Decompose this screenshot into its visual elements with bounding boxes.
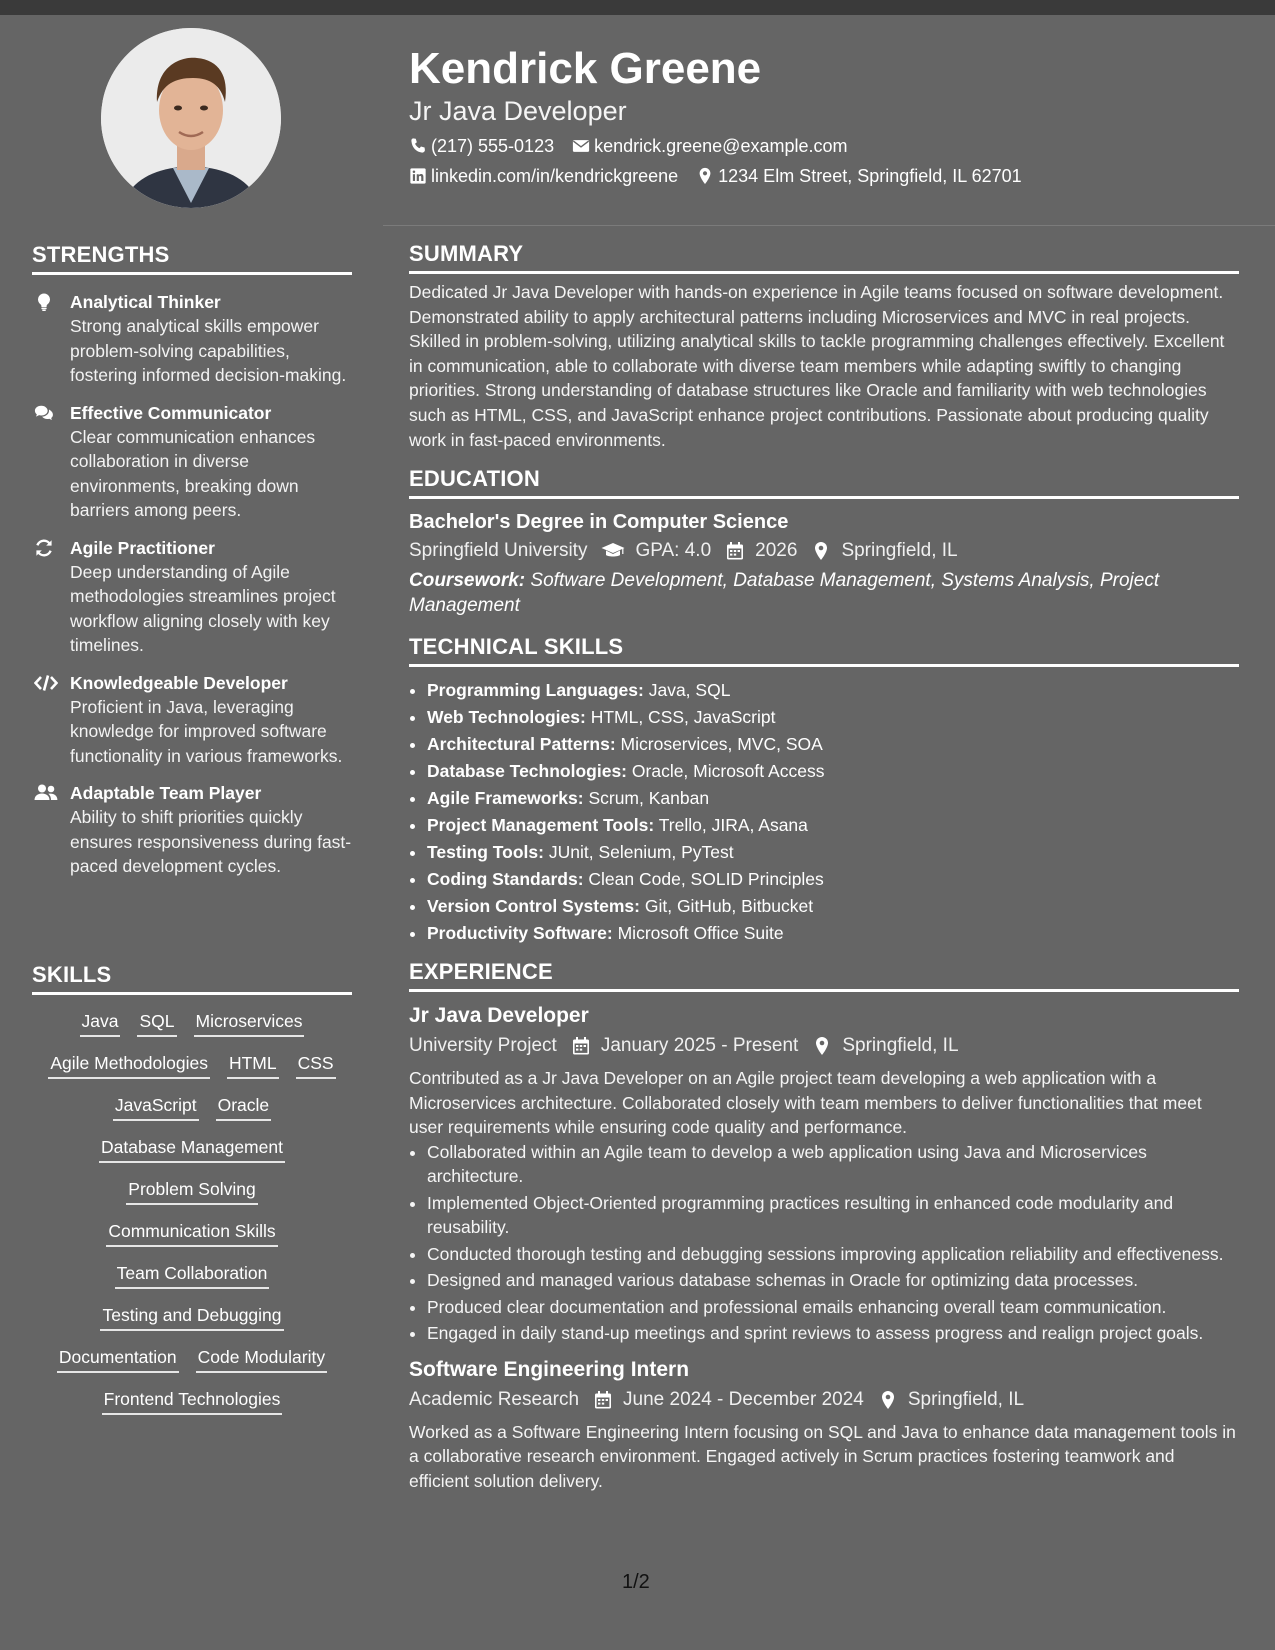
skill-value: Git, GitHub, Bitbucket bbox=[644, 896, 814, 917]
skill-value: Microservices, MVC, SOA bbox=[620, 734, 823, 755]
summary-heading: SUMMARY bbox=[409, 241, 1239, 274]
skill-value: Java, SQL bbox=[648, 680, 731, 701]
skills-list bbox=[32, 995, 352, 1415]
skill-label: Productivity Software: bbox=[427, 923, 613, 944]
degree-title: Bachelor's Degree in Computer Science bbox=[409, 511, 789, 534]
strength-description: Proficient in Java, leveraging knowledge for improved software functionality in various frameworks. bbox=[70, 696, 343, 766]
sync-icon bbox=[34, 538, 54, 558]
map-pin-icon bbox=[812, 1036, 832, 1056]
job-meta bbox=[409, 1032, 1239, 1060]
coursework bbox=[409, 568, 1239, 618]
profile-photo bbox=[101, 28, 281, 208]
skill-value: Scrum, Kanban bbox=[588, 788, 710, 809]
graduation-year bbox=[725, 537, 797, 565]
list-item: • Produced clear documentation and professional emails enhancing overall team communication. bbox=[427, 1295, 1239, 1320]
phone-text: (217) 555-0123 bbox=[431, 136, 555, 156]
skill-tag: CSS bbox=[296, 1051, 336, 1079]
skill-tag: Testing and Debugging bbox=[100, 1303, 283, 1331]
skill-value: HTML, CSS, JavaScript bbox=[590, 707, 776, 728]
list-item bbox=[427, 677, 1239, 704]
envelope-icon bbox=[572, 137, 590, 155]
skill-tag: Microservices bbox=[194, 1009, 305, 1037]
job-title: Software Engineering Intern bbox=[409, 1357, 690, 1381]
education-section bbox=[409, 466, 1239, 618]
strength-item bbox=[32, 671, 352, 769]
skill-value: Oracle, Microsoft Access bbox=[631, 761, 825, 782]
technical-skills-heading: TECHNICAL SKILLS bbox=[409, 634, 1239, 667]
skill-label: Web Technologies: bbox=[427, 707, 586, 728]
strengths-section bbox=[32, 242, 352, 879]
chat-icon bbox=[34, 403, 54, 423]
list-item bbox=[427, 785, 1239, 812]
strengths-heading: STRENGTHS bbox=[32, 242, 352, 275]
top-bar bbox=[0, 0, 1275, 15]
strength-title: Analytical Thinker bbox=[70, 292, 221, 312]
phone-icon bbox=[409, 137, 427, 155]
education-location bbox=[811, 537, 957, 565]
resume-header bbox=[409, 42, 1239, 188]
linkedin-link[interactable]: linkedin.com/in/kendrickgreene bbox=[431, 166, 679, 186]
list-item bbox=[427, 920, 1239, 947]
skill-label: Project Management Tools: bbox=[427, 815, 655, 836]
strength-description: Clear communication enhances collaboration in diverse environments, breaking down barriers among peers. bbox=[70, 426, 316, 520]
location-text: Springfield, IL bbox=[841, 540, 958, 562]
email-link[interactable]: kendrick.greene@example.com bbox=[594, 136, 848, 156]
job-org: Academic Research bbox=[409, 1388, 580, 1410]
contact-row bbox=[409, 164, 1239, 188]
list-item bbox=[427, 839, 1239, 866]
technical-skills-section bbox=[409, 634, 1239, 947]
list-item bbox=[427, 893, 1239, 920]
job-location bbox=[812, 1032, 958, 1060]
address-text: 1234 Elm Street, Springfield, IL 62701 bbox=[718, 166, 1022, 186]
candidate-name: Kendrick Greene bbox=[409, 44, 762, 93]
skill-tag: SQL bbox=[137, 1009, 176, 1037]
job-entry bbox=[409, 1002, 1239, 1346]
skill-value: JUnit, Selenium, PyTest bbox=[548, 842, 734, 863]
skill-tag: Communication Skills bbox=[106, 1219, 277, 1247]
map-pin-icon bbox=[811, 541, 831, 561]
skill-tag: Team Collaboration bbox=[115, 1261, 270, 1289]
job-meta bbox=[409, 1386, 1239, 1414]
skill-label: Coding Standards: bbox=[427, 869, 584, 890]
main-column bbox=[409, 241, 1239, 1507]
list-item bbox=[427, 866, 1239, 893]
map-pin-icon bbox=[878, 1390, 898, 1410]
calendar-icon bbox=[725, 541, 745, 561]
users-icon bbox=[34, 783, 58, 803]
graduation-cap-icon bbox=[601, 541, 625, 561]
gpa bbox=[601, 537, 711, 565]
list-item bbox=[427, 731, 1239, 758]
experience-heading: EXPERIENCE bbox=[409, 959, 1239, 992]
skill-value: Trello, JIRA, Asana bbox=[658, 815, 808, 836]
dates-text: January 2025 - Present bbox=[600, 1035, 799, 1057]
calendar-icon bbox=[571, 1036, 591, 1056]
list-item: • Designed and managed various database schemas in Oracle for optimizing data processes. bbox=[427, 1268, 1239, 1293]
address-contact bbox=[696, 164, 1022, 188]
job-org: University Project bbox=[409, 1035, 557, 1057]
list-item: • Collaborated within an Agile team to develop a web application using Java and Microservices architecture. bbox=[427, 1140, 1239, 1189]
job-dates bbox=[593, 1386, 864, 1414]
skill-tag: Problem Solving bbox=[126, 1177, 257, 1205]
education-meta bbox=[409, 537, 1239, 565]
summary-text: Dedicated Jr Java Developer with hands-on experience in Agile teams focused on software development. Demonstrated ability to apply architectural patterns including Microservices and MVC in real projects. Skilled in problem-solving, utilizing analytical skills to tackle programming challenges effectively. Excellent in communication, able to collaborate with diverse team members while adapting swiftly to changing priorities. Strong understanding of database structures like Oracle and familiarity with web technologies such as HTML, CSS, and JavaScript enhance project contributions. Passionate about producing quality work in fast-paced environments. bbox=[409, 282, 1225, 450]
education-heading: EDUCATION bbox=[409, 466, 1239, 499]
list-item bbox=[427, 812, 1239, 839]
code-icon bbox=[34, 673, 58, 693]
job-location bbox=[878, 1386, 1024, 1414]
summary-section bbox=[409, 241, 1239, 452]
strength-item bbox=[32, 536, 352, 658]
year-text: 2026 bbox=[755, 540, 798, 562]
list-item: • Conducted thorough testing and debugging sessions improving application reliability and effectiveness. bbox=[427, 1242, 1239, 1267]
skill-label: Agile Frameworks: bbox=[427, 788, 584, 809]
technical-skills-list bbox=[409, 677, 1239, 947]
dates-text: June 2024 - December 2024 bbox=[623, 1388, 864, 1410]
list-item: • Engaged in daily stand-up meetings and sprint reviews to assess progress and realign project goals. bbox=[427, 1321, 1239, 1346]
skill-tag: Documentation bbox=[57, 1345, 179, 1373]
gpa-text: GPA: 4.0 bbox=[635, 540, 712, 562]
list-item: • Implemented Object-Oriented programming practices resulting in enhanced code modularity and reusability. bbox=[427, 1191, 1239, 1240]
skill-tag: Database Management bbox=[99, 1135, 285, 1163]
lightbulb-icon bbox=[34, 292, 54, 312]
skill-value: Clean Code, SOLID Principles bbox=[588, 869, 824, 890]
strength-title: Agile Practitioner bbox=[70, 537, 215, 558]
page-number: 1/2 bbox=[622, 1571, 650, 1593]
job-description: Worked as a Software Engineering Intern focusing on SQL and Java to enhance data management tools in a collaborative research environment. Engaged actively in Scrum practices fostering teamwork and efficient solution delivery. bbox=[409, 1421, 1236, 1491]
skill-label: Testing Tools: bbox=[427, 842, 544, 863]
strength-item bbox=[32, 290, 352, 388]
linkedin-icon bbox=[409, 167, 427, 185]
list-item bbox=[427, 704, 1239, 731]
skill-tag: Frontend Technologies bbox=[102, 1387, 283, 1415]
location-text: Springfield, IL bbox=[907, 1388, 1025, 1410]
skills-heading: SKILLS bbox=[32, 962, 352, 995]
job-title: Jr Java Developer bbox=[409, 1004, 589, 1028]
skill-label: Architectural Patterns: bbox=[427, 734, 616, 755]
candidate-title: Jr Java Developer bbox=[409, 96, 627, 126]
strength-description: Ability to shift priorities quickly ensures responsiveness during fast-paced development cycles. bbox=[70, 807, 352, 876]
phone-contact bbox=[409, 134, 554, 158]
skills-section bbox=[32, 962, 352, 1415]
email-contact[interactable] bbox=[572, 134, 847, 158]
skill-value: Microsoft Office Suite bbox=[617, 923, 784, 944]
job-bullets bbox=[409, 1140, 1239, 1346]
skill-label: Database Technologies: bbox=[427, 761, 628, 782]
skill-tag: Code Modularity bbox=[196, 1345, 327, 1373]
skill-tag: JavaScript bbox=[113, 1093, 199, 1121]
calendar-icon bbox=[593, 1390, 613, 1410]
job-description: Contributed as a Jr Java Developer on an Agile project team developing a web application with a Microservices architecture. Collaborated closely with team members to deliver functionalities that meet user requirements while ensuring code quality and performance. bbox=[409, 1068, 1202, 1138]
strength-item bbox=[32, 401, 352, 523]
strength-item bbox=[32, 781, 352, 879]
strength-description: Strong analytical skills empower problem-solving capabilities, fostering informed decision-making. bbox=[70, 316, 347, 385]
skill-tag: Agile Methodologies bbox=[48, 1051, 210, 1079]
skill-tag: HTML bbox=[227, 1051, 279, 1079]
map-pin-icon bbox=[696, 167, 714, 185]
job-dates bbox=[571, 1032, 799, 1060]
skill-label: Version Control Systems: bbox=[427, 896, 640, 917]
school-name: Springfield University bbox=[409, 540, 588, 562]
experience-section bbox=[409, 959, 1239, 1493]
linkedin-contact[interactable] bbox=[409, 164, 678, 188]
skill-tag: Oracle bbox=[216, 1093, 272, 1121]
strength-title: Adaptable Team Player bbox=[70, 783, 262, 803]
header-divider bbox=[383, 225, 1275, 226]
location-text: Springfield, IL bbox=[842, 1035, 959, 1057]
list-item bbox=[427, 758, 1239, 785]
coursework-text: Software Development, Database Management, Systems Analysis, Project Management bbox=[409, 570, 1160, 617]
coursework-label: Coursework: bbox=[409, 570, 526, 592]
job-entry bbox=[409, 1356, 1239, 1494]
strength-title: Effective Communicator bbox=[70, 402, 272, 423]
strength-title: Knowledgeable Developer bbox=[70, 672, 288, 693]
skill-label: Programming Languages: bbox=[427, 680, 644, 701]
contact-row bbox=[409, 134, 1239, 158]
skill-tag: Java bbox=[80, 1009, 121, 1037]
strength-description: Deep understanding of Agile methodologies streamlines project workflow aligning closely with key timelines. bbox=[70, 561, 336, 655]
